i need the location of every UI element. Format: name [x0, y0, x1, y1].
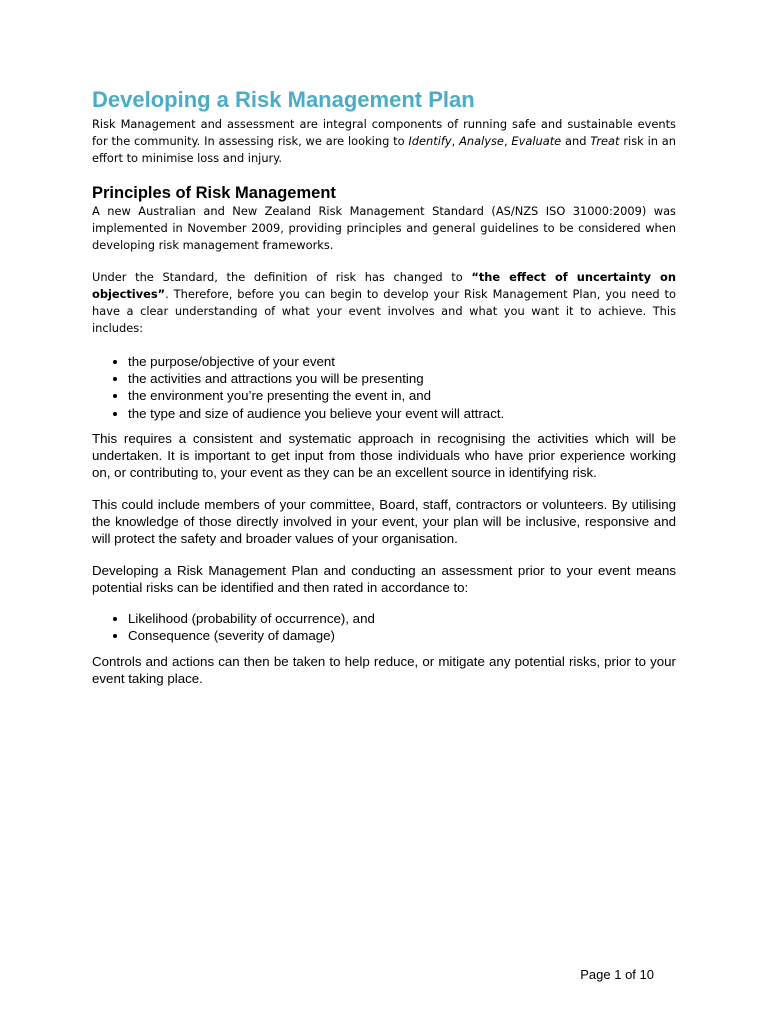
- page-number: Page 1 of 10: [580, 967, 654, 982]
- intro-term-evaluate: Evaluate: [511, 134, 562, 148]
- definition-quote: “the effect of uncertainty on objectives”: [92, 270, 676, 301]
- rating-list: [92, 610, 676, 644]
- developing-paragraph: Developing a Risk Management Plan and conducting an assessment prior to your event means potential risks can be identified and then rated in accordance to:: [92, 562, 676, 595]
- list-item: • the purpose/objective of your event: [128, 353, 676, 370]
- intro-sep-3: and: [561, 134, 591, 148]
- list-item: • the activities and attractions you will be presenting: [128, 370, 676, 387]
- intro-text-start: Risk Management and assessment are integral components of running safe and sustainable events for the community. In assessing risk, we are looking to: [92, 117, 676, 148]
- intro-sep-1: ,: [451, 134, 460, 148]
- page-title: Developing a Risk Management Plan: [92, 87, 475, 112]
- list-item: • Consequence (severity of damage): [128, 627, 676, 644]
- intro-term-treat: Treat: [590, 134, 620, 148]
- intro-term-identify: Identify: [408, 134, 452, 148]
- intro-text-end: risk in an effort to minimise loss and injury.: [92, 134, 677, 165]
- list-item: • the environment you’re presenting the event in, and: [128, 387, 676, 404]
- document-page: [92, 86, 676, 687]
- standard-paragraph: A new Australian and New Zealand Risk Management Standard (AS/NZS ISO 31000:2009) was implemented in November 2009, providing principles and general guidelines to be considered when developing risk management frameworks.: [92, 204, 676, 252]
- definition-text-start: Under the Standard, the definition of risk has changed to: [92, 270, 472, 284]
- members-paragraph: This could include members of your committee, Board, staff, contractors or volunteers. By utilising the knowledge of those directly involved in your event, your plan will be inclusive, responsive and will protect the safety and broader values of your organisation.: [92, 496, 676, 547]
- intro-term-analyse: Analyse: [459, 134, 504, 148]
- section-heading-principles: Principles of Risk Management: [92, 184, 336, 202]
- definition-text-end: . Therefore, before you can begin to develop your Risk Management Plan, you need to have a clear understanding of what your event involves and what you want it to achieve. This includes:: [92, 287, 676, 335]
- list-item: • Likelihood (probability of occurrence), and: [128, 610, 676, 627]
- systematic-paragraph: This requires a consistent and systematic approach in recognising the activities which will be undertaken. It is important to get input from those individuals who have prior experience working on, or contributing to, your event as they can be an excellent source in identifying risk.: [92, 430, 676, 481]
- controls-paragraph: Controls and actions can then be taken to help reduce, or mitigate any potential risks, prior to your event taking place.: [92, 653, 676, 686]
- intro-sep-2: ,: [503, 134, 512, 148]
- list-item: • the type and size of audience you believe your event will attract.: [128, 405, 676, 422]
- intro-paragraph: [92, 116, 676, 167]
- definition-paragraph: [92, 269, 676, 337]
- includes-list: [92, 353, 676, 422]
